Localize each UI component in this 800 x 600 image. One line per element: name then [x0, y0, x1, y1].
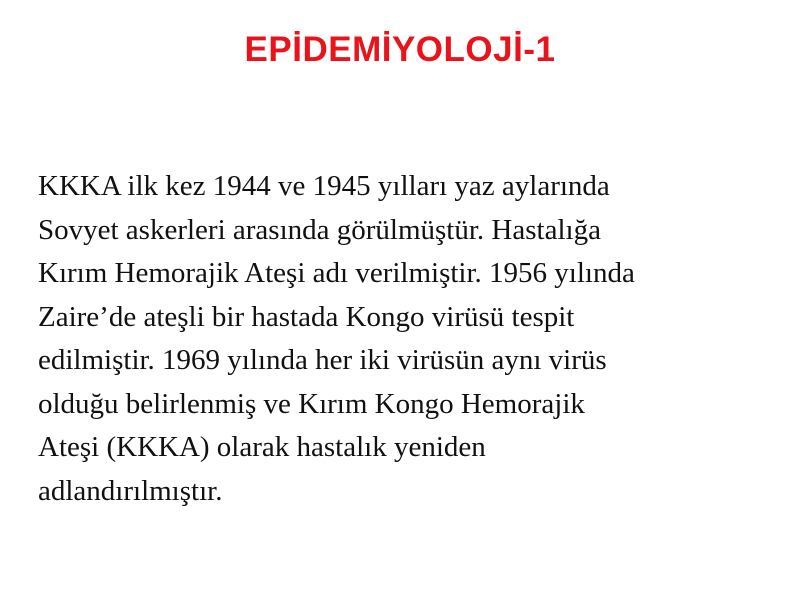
body-line: KKKA ilk kez 1944 ve 1945 yılları yaz aylarında: [38, 170, 610, 202]
slide-body-paragraph: [38, 165, 788, 513]
body-line: adlandırılmıştır.: [38, 474, 223, 507]
body-line: Ateşi (KKKA) olarak hastalık yeniden: [38, 431, 486, 463]
body-line: Zaire’de ateşli bir hastada Kongo virüsü tespit: [38, 300, 575, 333]
body-line: Kırım Hemorajik Ateşi adı verilmiştir. 1956 yılında: [38, 257, 635, 289]
body-line: Sovyet askerleri arasında görülmüştür. Hastalığa: [38, 213, 601, 246]
body-line: edilmiştir. 1969 yılında her iki virüsün aynı virüs: [38, 344, 607, 376]
body-line: olduğu belirlenmiş ve Kırım Kongo Hemorajik: [38, 387, 585, 420]
slide-title: EPİDEMİYOLOJİ-1: [244, 30, 556, 69]
